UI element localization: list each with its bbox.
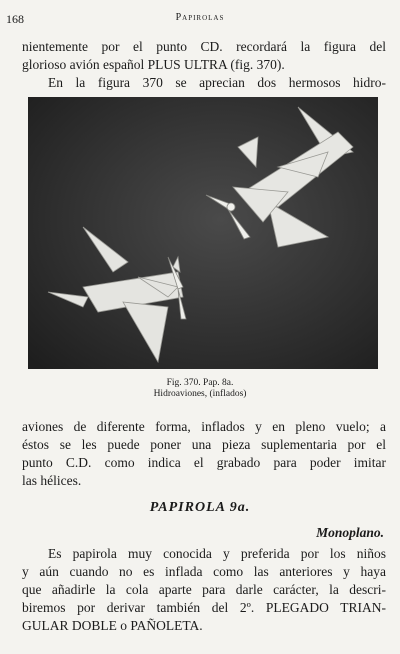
- section-subheading: Monoplano.: [316, 525, 384, 540]
- text-line: éstos se les puede poner una pieza suplementaria por el: [22, 437, 386, 452]
- paragraph-intro: [22, 38, 386, 92]
- text-line: que añadirle la cola aparte para darle carácter, la descri-: [22, 582, 386, 597]
- paragraph-monoplane: [22, 545, 386, 635]
- text-line: las hélices.: [22, 473, 82, 488]
- text-line: glorioso avión español PLUS ULTRA (fig. 370).: [22, 57, 285, 72]
- text-line: biremos por derivar también del 2º. PLEGADO TRIAN-: [22, 600, 386, 615]
- text-line: Es papirola muy conocida y preferida por los niños: [48, 546, 386, 561]
- running-title: Papirolas: [175, 12, 225, 23]
- figure-photo-hydroplanes: [28, 97, 378, 369]
- text-line: GULAR DOBLE o PAÑOLETA.: [22, 618, 203, 633]
- text-line: aviones de diferente forma, inflados y en pleno vuelo; a: [22, 419, 386, 434]
- text-line: punto C.D. como indica el grabado para poder imitar: [22, 455, 386, 470]
- section-heading: PAPIROLA 9a.: [149, 500, 251, 515]
- text-line: y aún cuando no es inflada como las anteriores y haya: [22, 564, 386, 579]
- page-number: 168: [6, 12, 24, 26]
- text-line: En la figura 370 se aprecian dos hermosos hidro-: [48, 75, 386, 90]
- text-line: nientemente por el punto CD. recordará la figura del: [22, 39, 386, 54]
- paragraph-description: [22, 418, 386, 490]
- caption-line: Fig. 370. Pap. 8a.: [166, 378, 234, 388]
- caption-line: Hidroaviones, (inflados): [153, 389, 247, 399]
- figure-caption: [0, 378, 400, 400]
